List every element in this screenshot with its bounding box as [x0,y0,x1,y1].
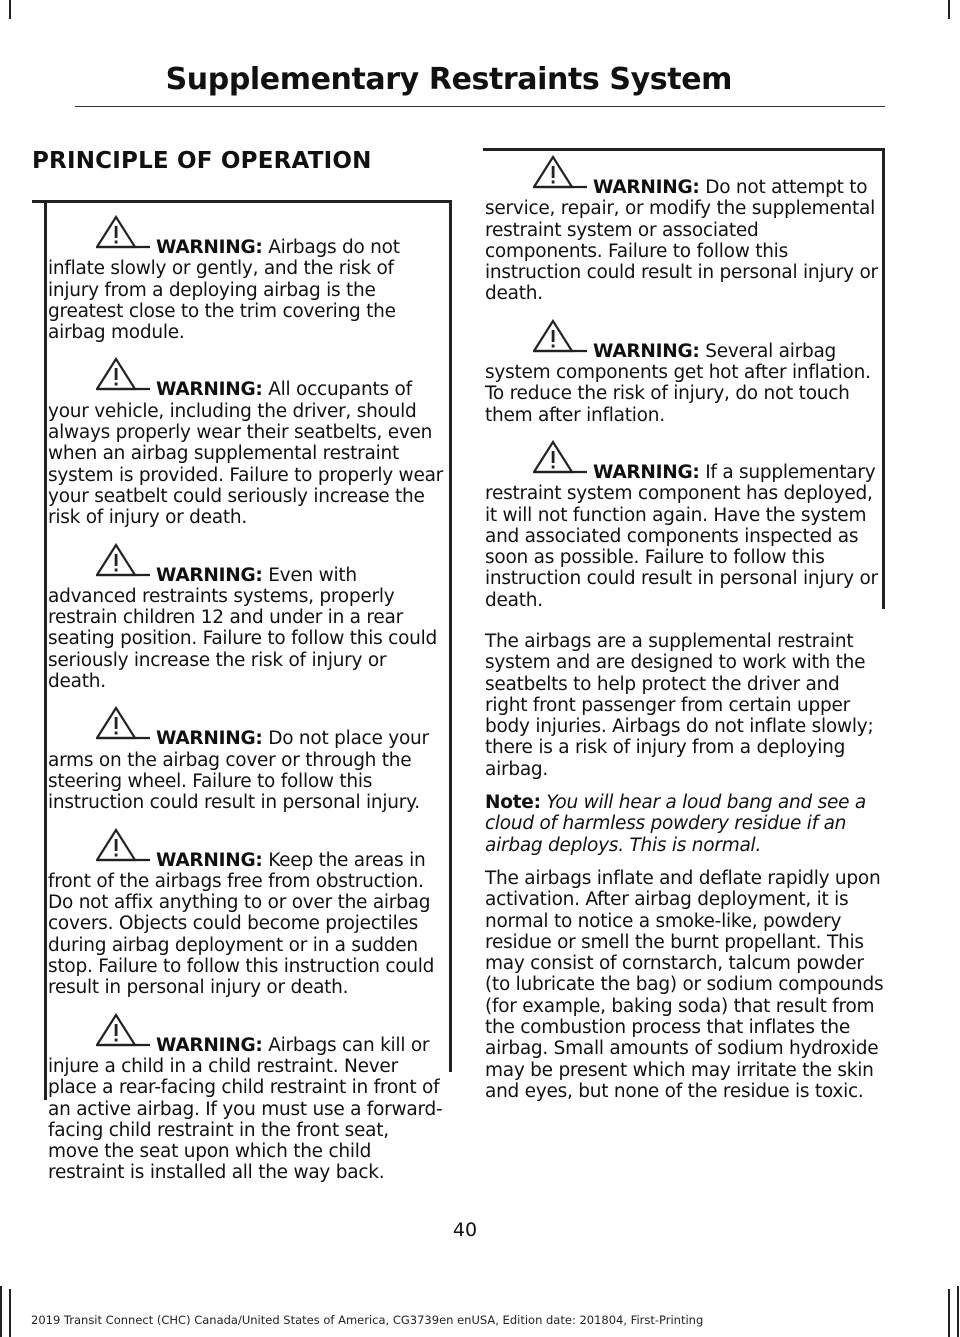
warning-text: Even with advanced restraints systems, properly restrain children 12 and under in a rear seating position. Failure to follow this could seriously increase the risk of injury or death. [48,564,438,693]
warning-box-right [483,148,885,609]
warning-text: Do not place your arms on the airbag cover or through the steering wheel. Failure to follow this instruction could result in personal injury. [48,728,429,814]
crop-mark [9,0,11,19]
body-paragraph: The airbags are a supplemental restraint system and are designed to work with the seatbelts to help protect the driver and right front passenger from certain upper body injuries. Airbags do not inflate slowly; there is a risk of injury from a deploying airbag. [485,631,874,780]
header-rule [75,106,885,107]
warning-label: WARNING: [156,237,263,258]
page-footer: 2019 Transit Connect (CHC) Canada/United States of America, CG3739en enUSA, Edition date: 201804, First-Printing [31,1313,704,1327]
warning-item [485,163,878,305]
warning-triangle-icon [96,828,150,862]
warning-text: If a supplementary restraint system component has deployed, it will not function again. Have the system and associated components inspected as soon as possible. Failure to follow this instruction could result in personal injury or death. [485,461,878,611]
body-paragraph: The airbags inflate and deflate rapidly upon activation. After airbag deployment, it is normal to notice a smoke-like, powdery residue or smell the burnt propellant. This may consist of cornstarch, talcum powder (to lubricate the bag) or sodium compounds (for example, baking soda) that result from the combustion process that inflates the airbag. Small amounts of sodium hydroxide may be present which may irritate the skin and eyes, but none of the residue is toxic. [485,867,884,1102]
warning-label: WARNING: [156,849,263,871]
note-text: You will hear a loud bang and see a cloud of harmless powdery residue if an airbag deploys. This is normal. [485,792,866,856]
page-number: 40 [452,1219,478,1241]
warning-label: WARNING: [593,461,700,483]
warning-triangle-icon [96,706,150,740]
warning-triangle-icon [533,440,587,474]
warning-text: Airbags can kill or injure a child in a child restraint. Never place a rear-facing child restraint in front of an active airbag. If you must use a forward-facing child restraint in the front seat, move the seat upon which the child restraint is installed all the way back. [48,1034,443,1184]
crop-mark [0,1286,2,1337]
body-text [485,631,885,1102]
warning-triangle-icon [96,1013,150,1047]
crop-mark [948,0,950,19]
right-column [485,148,885,1114]
warning-item [485,327,878,426]
warning-label: WARNING: [593,177,700,198]
warning-item [48,365,445,528]
warning-label: WARNING: [156,728,263,750]
note [485,792,885,856]
warning-triangle-icon [96,543,150,577]
warning-triangle-icon [533,319,587,353]
warning-triangle-icon [533,155,587,189]
warning-label: WARNING: [156,1034,263,1056]
left-column [32,148,452,1184]
warning-label: WARNING: [156,564,263,586]
crop-mark [948,1289,950,1337]
warning-item [48,223,445,343]
warning-item [485,448,878,611]
warning-text: Airbags do not inflate slowly or gently, and the risk of injury from a deploying airbag is the greatest close to the trim covering the airbag module. [48,237,400,344]
warning-item [48,1021,445,1184]
section-title: PRINCIPLE OF OPERATION [32,148,372,174]
warning-item [48,551,445,693]
warning-triangle-icon [96,215,150,249]
crop-mark [957,1286,959,1337]
warning-text: Do not attempt to service, repair, or modify the supplemental restraint system or associated components. Failure to follow this instruction could result in personal injury or death. [485,177,878,305]
warning-label: WARNING: [156,379,263,401]
warning-text: All occupants of your vehicle, including the driver, should always properly wear their seatbelts, even when an airbag supplemental restraint system is provided. Failure to properly wear your seatbelt could seriously increase the risk of injury or death. [48,379,444,529]
warning-text: Keep the areas in front of the airbags free from obstruction. Do not affix anything to or over the airbag covers. Objects could become projectiles during airbag deployment or in a sudden stop. Failure to follow this instruction could result in personal injury or death. [48,849,435,999]
warning-text: Several airbag system components get hot after inflation. To reduce the risk of injury, do not touch them after inflation. [485,340,871,426]
warning-triangle-icon [96,357,150,391]
note-label: Note: [485,792,541,814]
warning-box-left [32,200,452,1184]
page-header-title: Supplementary Restraints System [165,62,732,97]
warning-item [48,836,445,999]
crop-mark [9,1289,11,1337]
warning-item [48,714,445,813]
warning-label: WARNING: [593,340,700,362]
